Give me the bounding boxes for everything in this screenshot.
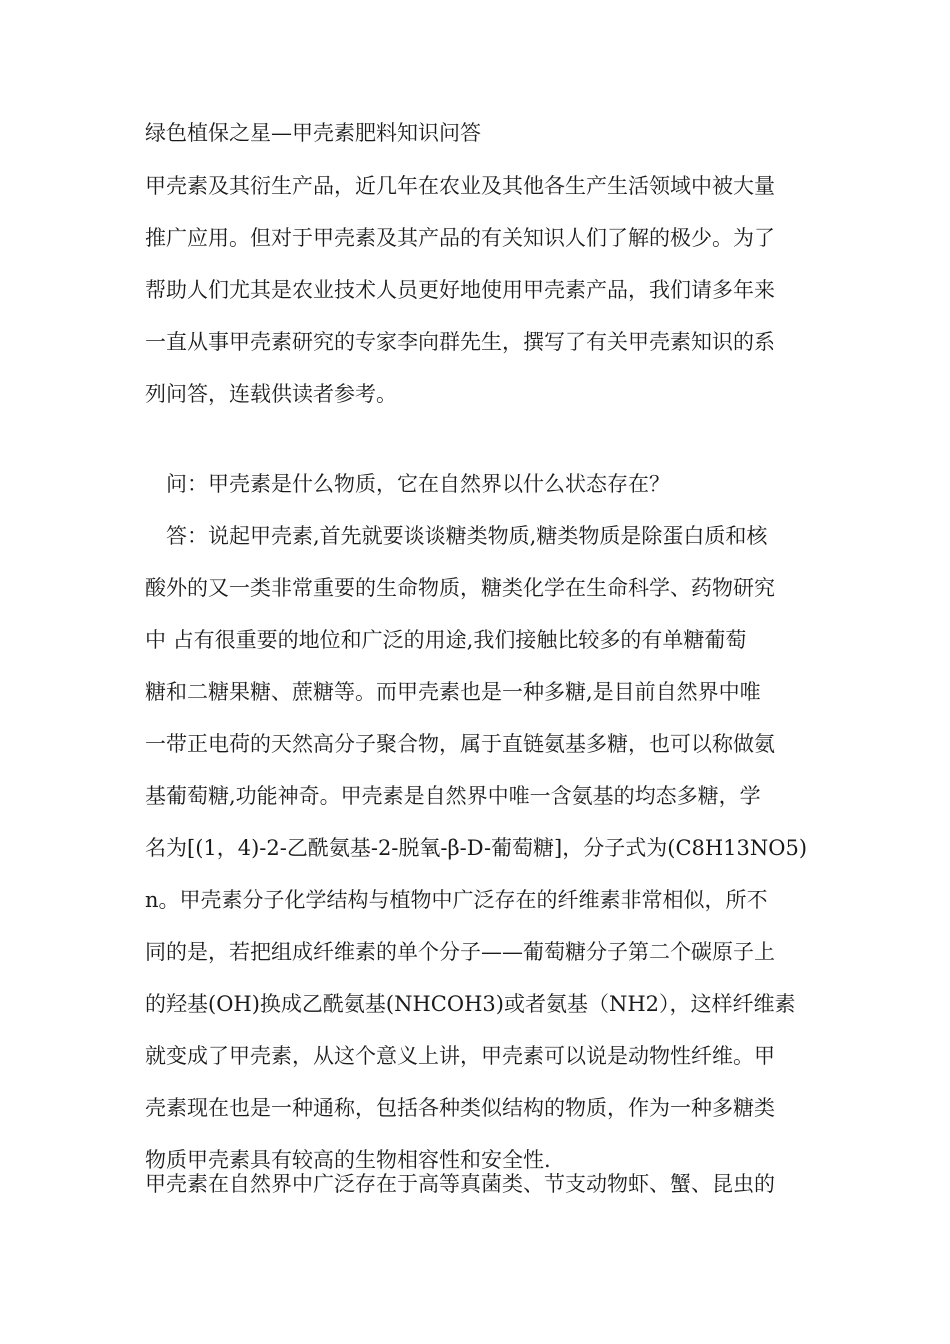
answer-line: 酸外的又一类非常重要的生命物质，糖类化学在生命科学、药物研究 <box>145 576 775 600</box>
answer-line: 的羟基(OH)换成乙酰氨基(NHCOH3)或者氨基（NH2），这样纤维素 <box>145 992 796 1016</box>
intro-paragraph <box>145 160 815 420</box>
answer-line: 物质甲壳素具有较高的生物相容性和安全性. <box>145 1148 551 1172</box>
text-line: 推广应用。但对于甲壳素及其产品的有关知识人们了解的极少。为了 <box>145 226 775 250</box>
text-line: 一直从事甲壳素研究的专家李向群先生，撰写了有关甲壳素知识的系 <box>145 330 775 354</box>
answer-line: 就变成了甲壳素，从这个意义上讲，甲壳素可以说是动物性纤维。甲 <box>145 1044 775 1068</box>
question-line: 问：甲壳素是什么物质，它在自然界以什么状态存在？ <box>145 472 670 496</box>
answer-line: 壳素现在也是一种通称，包括各种类似结构的物质，作为一种多糖类 <box>145 1096 775 1120</box>
answer-line: 基葡萄糖,功能神奇。甲壳素是自然界中唯一含氨基的均态多糖，学 <box>145 784 761 808</box>
answer-line: 同的是，若把组成纤维素的单个分子——葡萄糖分子第二个碳原子上 <box>145 940 775 964</box>
text-line: 帮助人们尤其是农业技术人员更好地使用甲壳素产品，我们请多年来 <box>145 278 775 302</box>
answer-line: 一带正电荷的天然高分子聚合物，属于直链氨基多糖，也可以称做氨 <box>145 732 775 756</box>
document-title: 绿色植保之星—甲壳素肥料知识问答 <box>145 121 481 145</box>
answer-line: n。甲壳素分子化学结构与植物中广泛存在的纤维素非常相似，所不 <box>145 888 768 912</box>
answer-line: 糖和二糖果糖、蔗糖等。而甲壳素也是一种多糖,是目前自然界中唯 <box>145 680 761 704</box>
text-line: 甲壳素在自然界中广泛存在于高等真菌类、节支动物虾、蟹、昆虫的 <box>145 1172 775 1196</box>
answer-line: 名为[(1，4)-2-乙酰氨基-2-脱氧-β-D-葡萄糖]，分子式为(C8H13NO5) <box>145 836 808 860</box>
qa-section <box>145 458 815 1186</box>
answer-line: 中 占有很重要的地位和广泛的用途,我们接触比较多的有单糖葡萄 <box>145 628 747 652</box>
text-line: 列问答，连载供读者参考。 <box>145 382 397 406</box>
text-line: 甲壳素及其衍生产品，近几年在农业及其他各生产生活领域中被大量 <box>145 174 775 198</box>
occurrence-paragraph <box>145 1158 815 1210</box>
answer-line: 答：说起甲壳素,首先就要谈谈糖类物质,糖类物质是除蛋白质和核 <box>145 524 768 548</box>
